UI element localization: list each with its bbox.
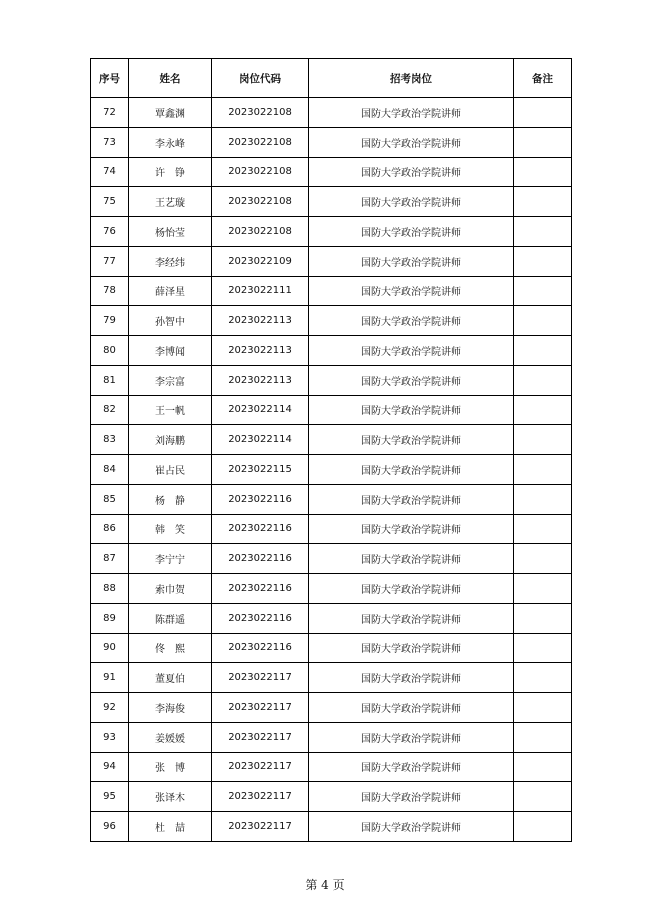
cell-seq: 94 (91, 752, 129, 782)
table-row (91, 157, 572, 187)
table-header (91, 59, 572, 98)
cell-seq: 74 (91, 157, 129, 187)
table-row (91, 98, 572, 128)
cell-name: 韩 笑 (129, 514, 212, 544)
table-row (91, 633, 572, 663)
cell-note (514, 276, 572, 306)
cell-name: 张 博 (129, 752, 212, 782)
cell-name: 李宗富 (129, 365, 212, 395)
cell-name: 杜 喆 (129, 812, 212, 842)
cell-code: 2023022117 (212, 722, 309, 752)
cell-seq: 90 (91, 633, 129, 663)
cell-seq: 83 (91, 425, 129, 455)
cell-post: 国防大学政治学院讲师 (309, 455, 514, 485)
cell-note (514, 633, 572, 663)
cell-name: 陈群遥 (129, 603, 212, 633)
cell-code: 2023022116 (212, 603, 309, 633)
cell-name: 姜媛媛 (129, 722, 212, 752)
cell-name: 杨 静 (129, 484, 212, 514)
table-row (91, 514, 572, 544)
table-row (91, 365, 572, 395)
table-row (91, 484, 572, 514)
cell-seq: 84 (91, 455, 129, 485)
cell-note (514, 98, 572, 128)
cell-name: 王一帆 (129, 395, 212, 425)
cell-code: 2023022116 (212, 574, 309, 604)
cell-code: 2023022111 (212, 276, 309, 306)
cell-seq: 76 (91, 217, 129, 247)
cell-note (514, 782, 572, 812)
cell-post: 国防大学政治学院讲师 (309, 395, 514, 425)
cell-code: 2023022113 (212, 365, 309, 395)
cell-name: 李博闻 (129, 336, 212, 366)
table-row (91, 425, 572, 455)
cell-post: 国防大学政治学院讲师 (309, 663, 514, 693)
cell-seq: 79 (91, 306, 129, 336)
cell-code: 2023022114 (212, 425, 309, 455)
cell-post: 国防大学政治学院讲师 (309, 633, 514, 663)
cell-post: 国防大学政治学院讲师 (309, 217, 514, 247)
cell-note (514, 246, 572, 276)
cell-name: 佟 熙 (129, 633, 212, 663)
cell-code: 2023022116 (212, 633, 309, 663)
cell-seq: 80 (91, 336, 129, 366)
cell-post: 国防大学政治学院讲师 (309, 812, 514, 842)
cell-note (514, 365, 572, 395)
cell-post: 国防大学政治学院讲师 (309, 425, 514, 455)
cell-name: 孙智中 (129, 306, 212, 336)
cell-post: 国防大学政治学院讲师 (309, 246, 514, 276)
cell-seq: 77 (91, 246, 129, 276)
cell-post: 国防大学政治学院讲师 (309, 187, 514, 217)
table-row (91, 455, 572, 485)
cell-name: 薛泽星 (129, 276, 212, 306)
cell-note (514, 693, 572, 723)
table-row (91, 544, 572, 574)
header-code: 岗位代码 (212, 59, 309, 98)
cell-code: 2023022117 (212, 693, 309, 723)
cell-name: 崔占民 (129, 455, 212, 485)
cell-name: 覃鑫渊 (129, 98, 212, 128)
cell-code: 2023022113 (212, 306, 309, 336)
cell-name: 李宁宁 (129, 544, 212, 574)
table-row (91, 693, 572, 723)
cell-post: 国防大学政治学院讲师 (309, 514, 514, 544)
cell-code: 2023022117 (212, 782, 309, 812)
cell-seq: 96 (91, 812, 129, 842)
cell-seq: 82 (91, 395, 129, 425)
cell-name: 王艺璇 (129, 187, 212, 217)
table-row (91, 336, 572, 366)
cell-code: 2023022113 (212, 336, 309, 366)
table-row (91, 276, 572, 306)
cell-name: 董夏伯 (129, 663, 212, 693)
cell-post: 国防大学政治学院讲师 (309, 484, 514, 514)
cell-note (514, 722, 572, 752)
cell-note (514, 603, 572, 633)
cell-seq: 85 (91, 484, 129, 514)
cell-post: 国防大学政治学院讲师 (309, 544, 514, 574)
cell-note (514, 752, 572, 782)
cell-name: 杨怡莹 (129, 217, 212, 247)
cell-post: 国防大学政治学院讲师 (309, 98, 514, 128)
header-note: 备注 (514, 59, 572, 98)
header-post: 招考岗位 (309, 59, 514, 98)
cell-note (514, 217, 572, 247)
cell-code: 2023022116 (212, 484, 309, 514)
cell-post: 国防大学政治学院讲师 (309, 276, 514, 306)
cell-code: 2023022108 (212, 127, 309, 157)
cell-code: 2023022108 (212, 217, 309, 247)
cell-post: 国防大学政治学院讲师 (309, 336, 514, 366)
cell-seq: 89 (91, 603, 129, 633)
cell-code: 2023022108 (212, 98, 309, 128)
cell-seq: 86 (91, 514, 129, 544)
table-row (91, 603, 572, 633)
table-row (91, 663, 572, 693)
cell-post: 国防大学政治学院讲师 (309, 306, 514, 336)
cell-note (514, 395, 572, 425)
cell-code: 2023022116 (212, 514, 309, 544)
cell-post: 国防大学政治学院讲师 (309, 365, 514, 395)
cell-code: 2023022116 (212, 544, 309, 574)
cell-post: 国防大学政治学院讲师 (309, 157, 514, 187)
cell-post: 国防大学政治学院讲师 (309, 782, 514, 812)
cell-note (514, 514, 572, 544)
page-number: 第 4 页 (305, 878, 345, 892)
table-row (91, 574, 572, 604)
cell-name: 李经纬 (129, 246, 212, 276)
header-seq: 序号 (91, 59, 129, 98)
cell-code: 2023022117 (212, 812, 309, 842)
cell-post: 国防大学政治学院讲师 (309, 722, 514, 752)
table-row (91, 127, 572, 157)
table-row (91, 812, 572, 842)
table-body (91, 98, 572, 842)
cell-code: 2023022109 (212, 246, 309, 276)
cell-seq: 95 (91, 782, 129, 812)
cell-note (514, 812, 572, 842)
cell-note (514, 455, 572, 485)
cell-seq: 91 (91, 663, 129, 693)
cell-code: 2023022117 (212, 752, 309, 782)
cell-note (514, 574, 572, 604)
cell-note (514, 544, 572, 574)
cell-seq: 93 (91, 722, 129, 752)
cell-post: 国防大学政治学院讲师 (309, 574, 514, 604)
table-row (91, 722, 572, 752)
cell-note (514, 663, 572, 693)
cell-note (514, 306, 572, 336)
cell-note (514, 425, 572, 455)
cell-code: 2023022115 (212, 455, 309, 485)
cell-code: 2023022108 (212, 157, 309, 187)
cell-note (514, 336, 572, 366)
cell-seq: 88 (91, 574, 129, 604)
cell-seq: 75 (91, 187, 129, 217)
cell-name: 张译木 (129, 782, 212, 812)
cell-post: 国防大学政治学院讲师 (309, 752, 514, 782)
cell-name: 索巾贺 (129, 574, 212, 604)
candidate-table (90, 58, 572, 842)
cell-seq: 87 (91, 544, 129, 574)
cell-name: 李永峰 (129, 127, 212, 157)
table-row (91, 782, 572, 812)
table-row (91, 246, 572, 276)
cell-note (514, 127, 572, 157)
cell-note (514, 484, 572, 514)
cell-name: 刘海鹏 (129, 425, 212, 455)
cell-name: 许 铮 (129, 157, 212, 187)
table-row (91, 752, 572, 782)
cell-note (514, 187, 572, 217)
cell-note (514, 157, 572, 187)
cell-post: 国防大学政治学院讲师 (309, 693, 514, 723)
cell-code: 2023022108 (212, 187, 309, 217)
table-row (91, 395, 572, 425)
table-row (91, 306, 572, 336)
header-name: 姓名 (129, 59, 212, 98)
cell-post: 国防大学政治学院讲师 (309, 127, 514, 157)
cell-seq: 92 (91, 693, 129, 723)
cell-seq: 78 (91, 276, 129, 306)
cell-seq: 73 (91, 127, 129, 157)
cell-code: 2023022117 (212, 663, 309, 693)
cell-name: 李海俊 (129, 693, 212, 723)
cell-code: 2023022114 (212, 395, 309, 425)
cell-post: 国防大学政治学院讲师 (309, 603, 514, 633)
table-row (91, 217, 572, 247)
table-row (91, 187, 572, 217)
header-row (91, 59, 572, 98)
cell-seq: 81 (91, 365, 129, 395)
cell-seq: 72 (91, 98, 129, 128)
